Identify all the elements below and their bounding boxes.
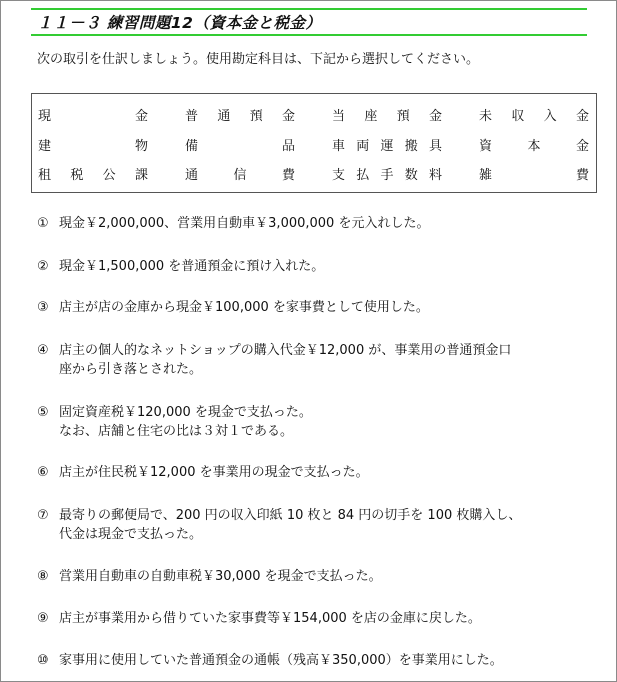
- account-item: 資本金: [479, 139, 589, 154]
- question-1: [37, 215, 429, 233]
- question-number: ⑨: [37, 611, 49, 626]
- question-text: 店主が事業用から借りていた家事費等￥154,000 を店の金庫に戻した。: [59, 611, 481, 626]
- question-number: ⑧: [37, 569, 49, 584]
- account-item: 通信費: [185, 168, 295, 183]
- question-text: 店主が店の金庫から現金￥100,000 を家事費として使用した。: [59, 300, 429, 315]
- question-5: [37, 404, 312, 422]
- question-text: 店主の個人的なネットショップの購入代金￥12,000 が、事業用の普通預金口: [59, 343, 512, 358]
- accounts-row: [32, 164, 596, 184]
- question-number: ②: [37, 259, 49, 274]
- account-item: 普通預金: [185, 109, 295, 124]
- question-text: 家事用に使用していた普通預金の通帳（残高￥350,000）を事業用にした。: [59, 653, 503, 668]
- question-7-continuation: 代金は現金で支払った。: [59, 527, 203, 542]
- question-6: [37, 464, 369, 482]
- account-item: 車両運搬具: [332, 139, 442, 154]
- question-text: 現金￥2,000,000、営業用自動車￥3,000,000 を元入れした。: [59, 216, 430, 231]
- question-2: [37, 258, 324, 276]
- account-item: 現金: [38, 109, 148, 124]
- account-item: 支払手数料: [332, 168, 442, 183]
- account-item: 雑費: [479, 168, 589, 183]
- question-number: ⑥: [37, 465, 49, 480]
- page-title: １１－３ 練習問題12（資本金と税金）: [37, 14, 322, 32]
- question-number: ③: [37, 300, 49, 315]
- accounts-list-box: [31, 93, 597, 193]
- question-9: [37, 610, 481, 628]
- account-item: 租税公課: [38, 168, 148, 183]
- account-item: 備品: [185, 139, 295, 154]
- accounts-row: [32, 135, 596, 155]
- question-3: [37, 299, 429, 317]
- accounts-row: [32, 105, 596, 125]
- question-8: [37, 568, 382, 586]
- question-text: 最寄りの郵便局で、200 円の収入印紙 10 枚と 84 円の切手を 100 枚購入し、: [59, 508, 522, 523]
- question-7: [37, 507, 521, 525]
- instruction-text: 次の取引を仕訳しましょう。使用勘定科目は、下記から選択してください。: [37, 52, 480, 67]
- question-text: 固定資産税￥120,000 を現金で支払った。: [59, 405, 312, 420]
- question-text: 現金￥1,500,000 を普通預金に預け入れた。: [59, 259, 325, 274]
- question-number: ⑤: [37, 405, 49, 420]
- account-item: 未収入金: [479, 109, 589, 124]
- account-item: 当座預金: [332, 109, 442, 124]
- question-text: 営業用自動車の自動車税￥30,000 を現金で支払った。: [59, 569, 382, 584]
- title-bar: [31, 8, 587, 36]
- question-5-continuation: なお、店舗と住宅の比は３対１である。: [59, 424, 294, 439]
- question-number: ⑦: [37, 508, 49, 523]
- account-item: 建物: [38, 139, 148, 154]
- question-number: ④: [37, 343, 49, 358]
- question-4-continuation: 座から引き落とされた。: [59, 362, 203, 377]
- question-number: ⑩: [37, 653, 49, 668]
- question-4: [37, 342, 511, 360]
- question-10: [37, 652, 503, 670]
- question-text: 店主が住民税￥12,000 を事業用の現金で支払った。: [59, 465, 369, 480]
- question-number: ①: [37, 216, 49, 231]
